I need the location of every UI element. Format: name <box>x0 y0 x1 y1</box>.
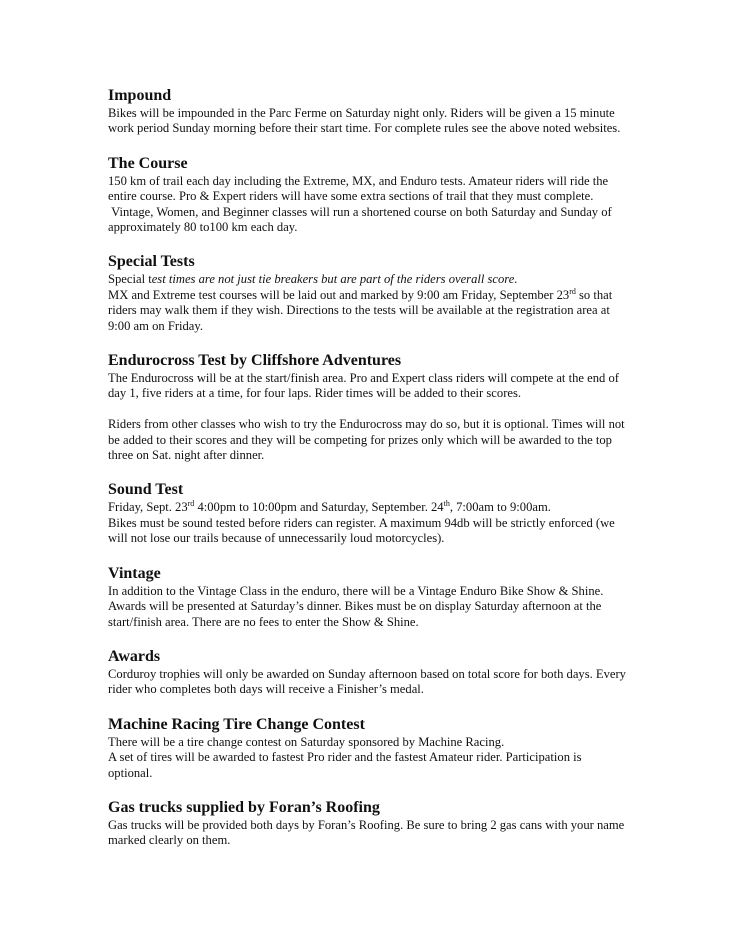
section-sound-test <box>108 480 628 546</box>
heading-tire-change-contest: Machine Racing Tire Change Contest <box>108 715 365 733</box>
heading-awards: Awards <box>108 647 161 665</box>
section-special-tests <box>108 252 628 334</box>
special-tests-sup: rd <box>569 286 576 296</box>
impound-paragraph: Bikes will be impounded in the Parc Ferme on Saturday night only. Riders will be given a 15 minute work period Sunday morning before their start time. For complete rules see the above noted websites. <box>108 106 621 136</box>
section-endurocross <box>108 351 628 463</box>
section-the-course <box>108 154 628 236</box>
course-paragraph-2: Vintage, Women, and Beginner classes will run a shortened course on both Saturday and Sunday of approximately 80 to100 km each day. <box>108 204 615 235</box>
endurocross-paragraph-2: Riders from other classes who wish to try the Endurocross may do so, but it is optional. Times will not be added to their scores and they will be competing for prizes only which will be awarded to the top three on Sat. night after dinner. <box>108 417 625 463</box>
endurocross-paragraph-1: The Endurocross will be at the start/finish area. Pro and Expert class riders will compete at the end of day 1, five riders at a time, for four laps. Rider times will be added to their scores. <box>108 371 619 401</box>
special-tests-text-b: so that riders may walk them if they wish. Directions to the tests will be available at the registration area at 9:00 am on Friday. <box>108 287 613 333</box>
document-body <box>108 86 628 849</box>
vintage-paragraph: In addition to the Vintage Class in the enduro, there will be a Vintage Enduro Bike Show & Shine. Awards will be presented at Saturday’s dinner. Bikes must be on display Saturday afternoon at the start/finish area. There are no fees to enter the Show & Shine. <box>108 583 604 629</box>
tire-contest-paragraph-1: There will be a tire change contest on Saturday sponsored by Machine Racing. <box>108 734 505 749</box>
section-impound <box>108 86 628 137</box>
section-vintage <box>108 564 628 630</box>
sound-test-text-b: 4:00pm to 10:00pm and Saturday, September. 24 <box>194 500 444 515</box>
gas-trucks-paragraph: Gas trucks will be provided both days by Foran’s Roofing. Be sure to bring 2 gas cans with your name marked clearly on them. <box>108 817 625 848</box>
sound-test-paragraph: Bikes must be sound tested before riders can register. A maximum 94db will be strictly enforced (we will not lose our trails because of unnecessarily loud motorcycles). <box>108 515 615 546</box>
special-tests-text-a: MX and Extreme test courses will be laid out and marked by 9:00 am Friday, September 23 <box>108 287 570 302</box>
heading-gas-trucks: Gas trucks supplied by Foran’s Roofing <box>108 798 380 816</box>
heading-sound-test: Sound Test <box>108 481 184 499</box>
sound-test-text-a: Friday, Sept. 23 <box>108 500 188 515</box>
section-awards <box>108 647 628 698</box>
awards-paragraph: Corduroy trophies will only be awarded on Sunday afternoon based on total score for both days. Every rider who completes both days will receive a Finisher’s medal. <box>108 666 626 697</box>
sound-test-sup-1: rd <box>187 499 195 509</box>
heading-vintage: Vintage <box>108 564 161 582</box>
heading-special-tests: Special Tests <box>108 253 195 271</box>
special-tests-note-prefix: Special t <box>108 272 152 287</box>
section-gas-trucks <box>108 798 628 849</box>
section-tire-change-contest <box>108 715 628 781</box>
special-tests-note <box>108 272 628 287</box>
tire-contest-paragraph-2: A set of tires will be awarded to fastest Pro rider and the fastest Amateur rider. Participation is optional. <box>108 750 582 780</box>
sound-test-schedule <box>108 500 628 515</box>
sound-test-text-c: , 7:00am to 9:00am. <box>449 500 551 515</box>
course-paragraph-1: 150 km of trail each day including the Extreme, MX, and Enduro tests. Amateur riders will ride the entire course. Pro & Expert riders will have some extra sections of trail that they must complete. <box>108 173 609 204</box>
special-tests-paragraph <box>108 288 628 334</box>
heading-endurocross: Endurocross Test by Cliffshore Adventures <box>108 352 402 370</box>
sound-test-sup-2: th <box>443 499 450 509</box>
heading-the-course: The Course <box>108 154 188 172</box>
special-tests-note-italic: est times are not just tie breakers but are part of the riders overall score. <box>151 272 518 287</box>
heading-impound: Impound <box>108 87 172 104</box>
